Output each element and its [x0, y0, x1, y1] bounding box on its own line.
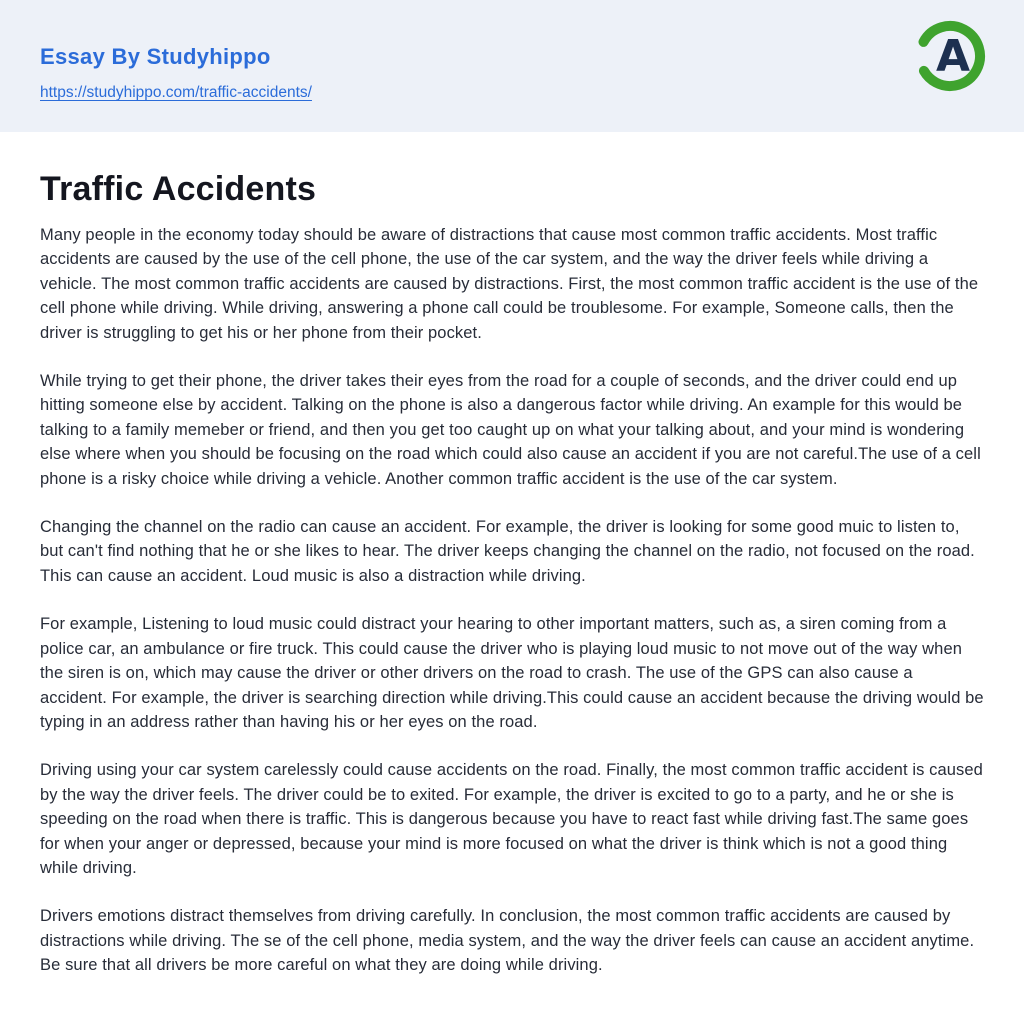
- essay-paragraph-1: Many people in the economy today should be aware of distractions that cause most common traffic accidents. Most traffic accidents are caused by the use of the cell phone, the use of the car system, and the way the driver feels while driving a vehicle. The most common traffic accidents are caused by distractions. First, the most common traffic accident is the use of the cell phone while driving. While driving, answering a phone call could be troublesome. For example, Someone calls, then the driver is struggling to get his or her phone from their pocket.: [40, 226, 979, 342]
- essay-paragraph-4: For example, Listening to loud music could distract your hearing to other important matters, such as, a siren coming from a police car, an ambulance or fire truck. This could cause the driver who is playing loud music to not move out of the way when the siren is on, which may cause the driver or other drivers on the road to crash. The use of the GPS can also cause a accident. For example, the driver is searching direction while driving.This could cause an accident because the driving would be typing in an address rather than having his or her eyes on the road.: [40, 615, 984, 731]
- essay-content: [0, 132, 1024, 1022]
- logo-letter: A: [936, 31, 971, 82]
- essay-paragraph-6: Drivers emotions distract themselves from driving carefully. In conclusion, the most common traffic accidents are caused by distractions while driving. The se of the cell phone, media system, and the way the driver feels can cause an accident anytime. Be sure that all drivers be more careful on what they are doing while driving.: [40, 907, 975, 975]
- essay-paragraph-5: Driving using your car system carelessly could cause accidents on the road. Finally, the most common traffic accident is caused by the way the driver feels. The driver could be to exited. For example, the driver is excited to go to a party, and he or she is speeding on the road when there is traffic. This is dangerous because you have to react fast while driving fast.The same goes for when your anger or depressed, because your mind is more focused on what the driver is think which is not a good thing while driving.: [40, 761, 983, 877]
- logo-ring-a-icon: [914, 20, 986, 92]
- studyhippo-logo: [914, 20, 986, 92]
- essay-paragraph-2: While trying to get their phone, the driver takes their eyes from the road for a couple of seconds, and the driver could end up hitting someone else by accident. Talking on the phone is also a dangerous factor while driving. An example for this would be talking to a family memeber or friend, and then you get too caught up on what your talking about, and your mind is wondering else where when you should be focusing on the road which could also cause an accident if you are not careful.The use of a cell phone is a risky choice while driving a vehicle. Another common traffic accident is the use of the car system.: [40, 372, 981, 488]
- essay-paragraph-3: Changing the channel on the radio can cause an accident. For example, the driver is looking for some good muic to listen to, but can't find nothing that he or she likes to hear. The driver keeps changing the channel on the radio, not focused on the road. This can cause an accident. Loud music is also a distraction while driving.: [40, 518, 975, 585]
- site-title: Essay By Studyhippo: [40, 44, 271, 69]
- essay-title: Traffic Accidents: [40, 170, 317, 208]
- source-url-link[interactable]: https://studyhippo.com/traffic-accidents/: [40, 84, 312, 101]
- page-header: [0, 0, 1024, 132]
